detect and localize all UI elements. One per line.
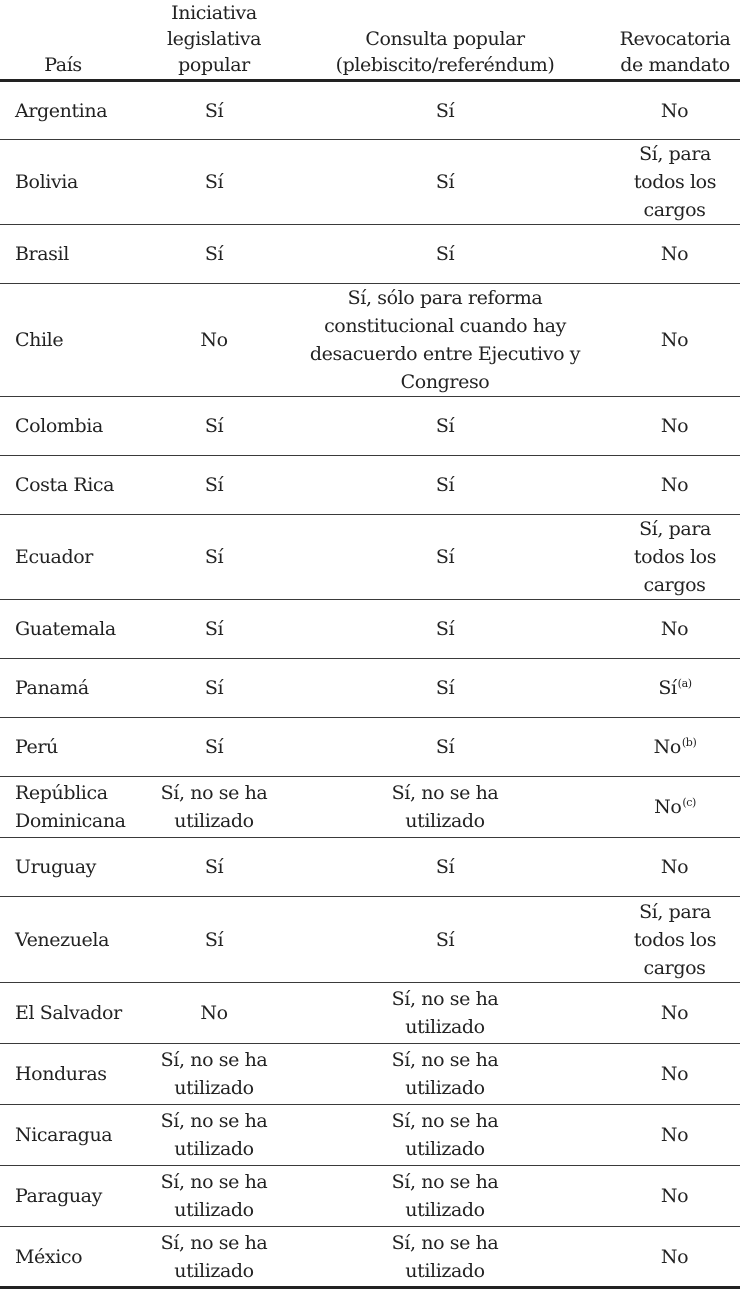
recall-cell [610, 600, 740, 659]
recall-cell [610, 456, 740, 515]
table-row [0, 225, 740, 284]
consultation-cell: Sí [280, 718, 610, 777]
country-cell: Chile [0, 284, 148, 397]
initiative-cell: Sí [148, 600, 280, 659]
recall-cell [610, 1227, 740, 1288]
recall-value: No [660, 618, 689, 640]
recall-cell [610, 659, 740, 718]
country-cell: Nicaragua [0, 1105, 148, 1166]
consultation-cell: Sí [280, 225, 610, 284]
recall-cell [610, 225, 740, 284]
table-row [0, 81, 740, 140]
recall-value: No [660, 1245, 689, 1268]
country-cell: Venezuela [0, 897, 148, 983]
header-consultation: Consulta popular (plebiscito/referéndum) [280, 0, 610, 81]
table-row [0, 777, 740, 838]
initiative-cell: Sí [148, 897, 280, 983]
initiative-cell: Sí, no se ha utilizado [148, 1044, 280, 1105]
table-body [0, 81, 740, 1288]
consultation-cell: Sí, no se ha utilizado [280, 1227, 610, 1288]
recall-cell [610, 1166, 740, 1227]
recall-cell [610, 983, 740, 1044]
recall-cell [610, 397, 740, 456]
country-cell: Guatemala [0, 600, 148, 659]
initiative-cell: Sí, no se ha utilizado [148, 1105, 280, 1166]
table-row [0, 1227, 740, 1288]
recall-value: No [660, 415, 689, 437]
country-cell: Ecuador [0, 515, 148, 600]
recall-value: No [660, 1185, 689, 1207]
consultation-cell: Sí [280, 456, 610, 515]
country-cell: Honduras [0, 1044, 148, 1105]
initiative-cell: Sí [148, 225, 280, 284]
footnote-marker: (c) [682, 796, 696, 809]
country-cell: El Salvador [0, 983, 148, 1044]
recall-value: No [653, 736, 681, 758]
initiative-cell: Sí [148, 140, 280, 225]
initiative-cell: No [148, 983, 280, 1044]
consultation-cell: Sí, no se ha utilizado [280, 777, 610, 838]
recall-cell [610, 81, 740, 140]
country-cell: México [0, 1227, 148, 1288]
recall-value: Sí [658, 677, 677, 699]
recall-cell [610, 1044, 740, 1105]
consultation-cell: Sí [280, 838, 610, 897]
consultation-cell: Sí [280, 600, 610, 659]
table-row [0, 1044, 740, 1105]
table-row [0, 659, 740, 718]
consultation-cell: Sí [280, 397, 610, 456]
country-cell: Brasil [0, 225, 148, 284]
recall-value: No [654, 796, 682, 818]
table-row [0, 456, 740, 515]
recall-cell [610, 777, 740, 838]
recall-value: No [660, 856, 689, 878]
table-row [0, 897, 740, 983]
recall-cell [610, 1105, 740, 1166]
country-cell: Uruguay [0, 838, 148, 897]
initiative-cell: Sí [148, 81, 280, 140]
table-row [0, 718, 740, 777]
country-cell: Bolivia [0, 140, 148, 225]
country-cell: Argentina [0, 81, 148, 140]
recall-value: No [660, 329, 689, 351]
country-cell: Paraguay [0, 1166, 148, 1227]
recall-cell [610, 140, 740, 225]
consultation-cell: Sí [280, 515, 610, 600]
consultation-cell: Sí [280, 897, 610, 983]
initiative-cell: Sí [148, 456, 280, 515]
recall-cell [610, 284, 740, 397]
recall-value: No [660, 1124, 689, 1146]
footnote-marker: (a) [677, 677, 692, 690]
recall-cell [610, 838, 740, 897]
recall-value: Sí, para todos los cargos [633, 518, 717, 596]
header-row [0, 0, 740, 81]
country-cell: Colombia [0, 397, 148, 456]
initiative-cell: Sí, no se ha utilizado [148, 1166, 280, 1227]
country-cell: Panamá [0, 659, 148, 718]
consultation-cell: Sí, sólo para reforma constitucional cuando hay desacuerdo entre Ejecutivo y Congreso [280, 284, 610, 397]
recall-value: No [660, 474, 689, 496]
recall-value: No [660, 1002, 689, 1024]
consultation-cell: Sí [280, 81, 610, 140]
country-cell: Perú [0, 718, 148, 777]
consultation-cell: Sí [280, 140, 610, 225]
table-row [0, 397, 740, 456]
consultation-cell: Sí, no se ha utilizado [280, 1105, 610, 1166]
table-row [0, 1166, 740, 1227]
consultation-cell: Sí, no se ha utilizado [280, 1166, 610, 1227]
country-cell: República Dominicana [0, 777, 148, 838]
table-row [0, 284, 740, 397]
table-row [0, 140, 740, 225]
recall-cell [610, 897, 740, 983]
recall-value: No [660, 243, 689, 265]
recall-cell [610, 718, 740, 777]
recall-value: No [660, 1063, 689, 1085]
initiative-cell: Sí [148, 397, 280, 456]
table-row [0, 983, 740, 1044]
consultation-cell: Sí, no se ha utilizado [280, 983, 610, 1044]
header-country: País [0, 0, 148, 81]
header-recall: Revocatoria de mandato [610, 0, 740, 81]
initiative-cell: No [148, 284, 280, 397]
consultation-cell: Sí, no se ha utilizado [280, 1044, 610, 1105]
footnote-marker: (b) [681, 736, 697, 749]
initiative-cell: Sí [148, 718, 280, 777]
table-row [0, 600, 740, 659]
consultation-cell: Sí [280, 659, 610, 718]
table-row [0, 515, 740, 600]
header-initiative: Iniciativa legislativa popular [148, 0, 280, 81]
recall-cell [610, 515, 740, 600]
initiative-cell: Sí [148, 515, 280, 600]
initiative-cell: Sí [148, 659, 280, 718]
recall-value: Sí, para todos los cargos [633, 143, 717, 221]
recall-value: No [660, 99, 689, 122]
recall-value: Sí, para todos los cargos [633, 900, 717, 979]
country-cell: Costa Rica [0, 456, 148, 515]
initiative-cell: Sí [148, 838, 280, 897]
table-row [0, 838, 740, 897]
initiative-cell: Sí, no se ha utilizado [148, 1227, 280, 1288]
initiative-cell: Sí, no se ha utilizado [148, 777, 280, 838]
table-row [0, 1105, 740, 1166]
